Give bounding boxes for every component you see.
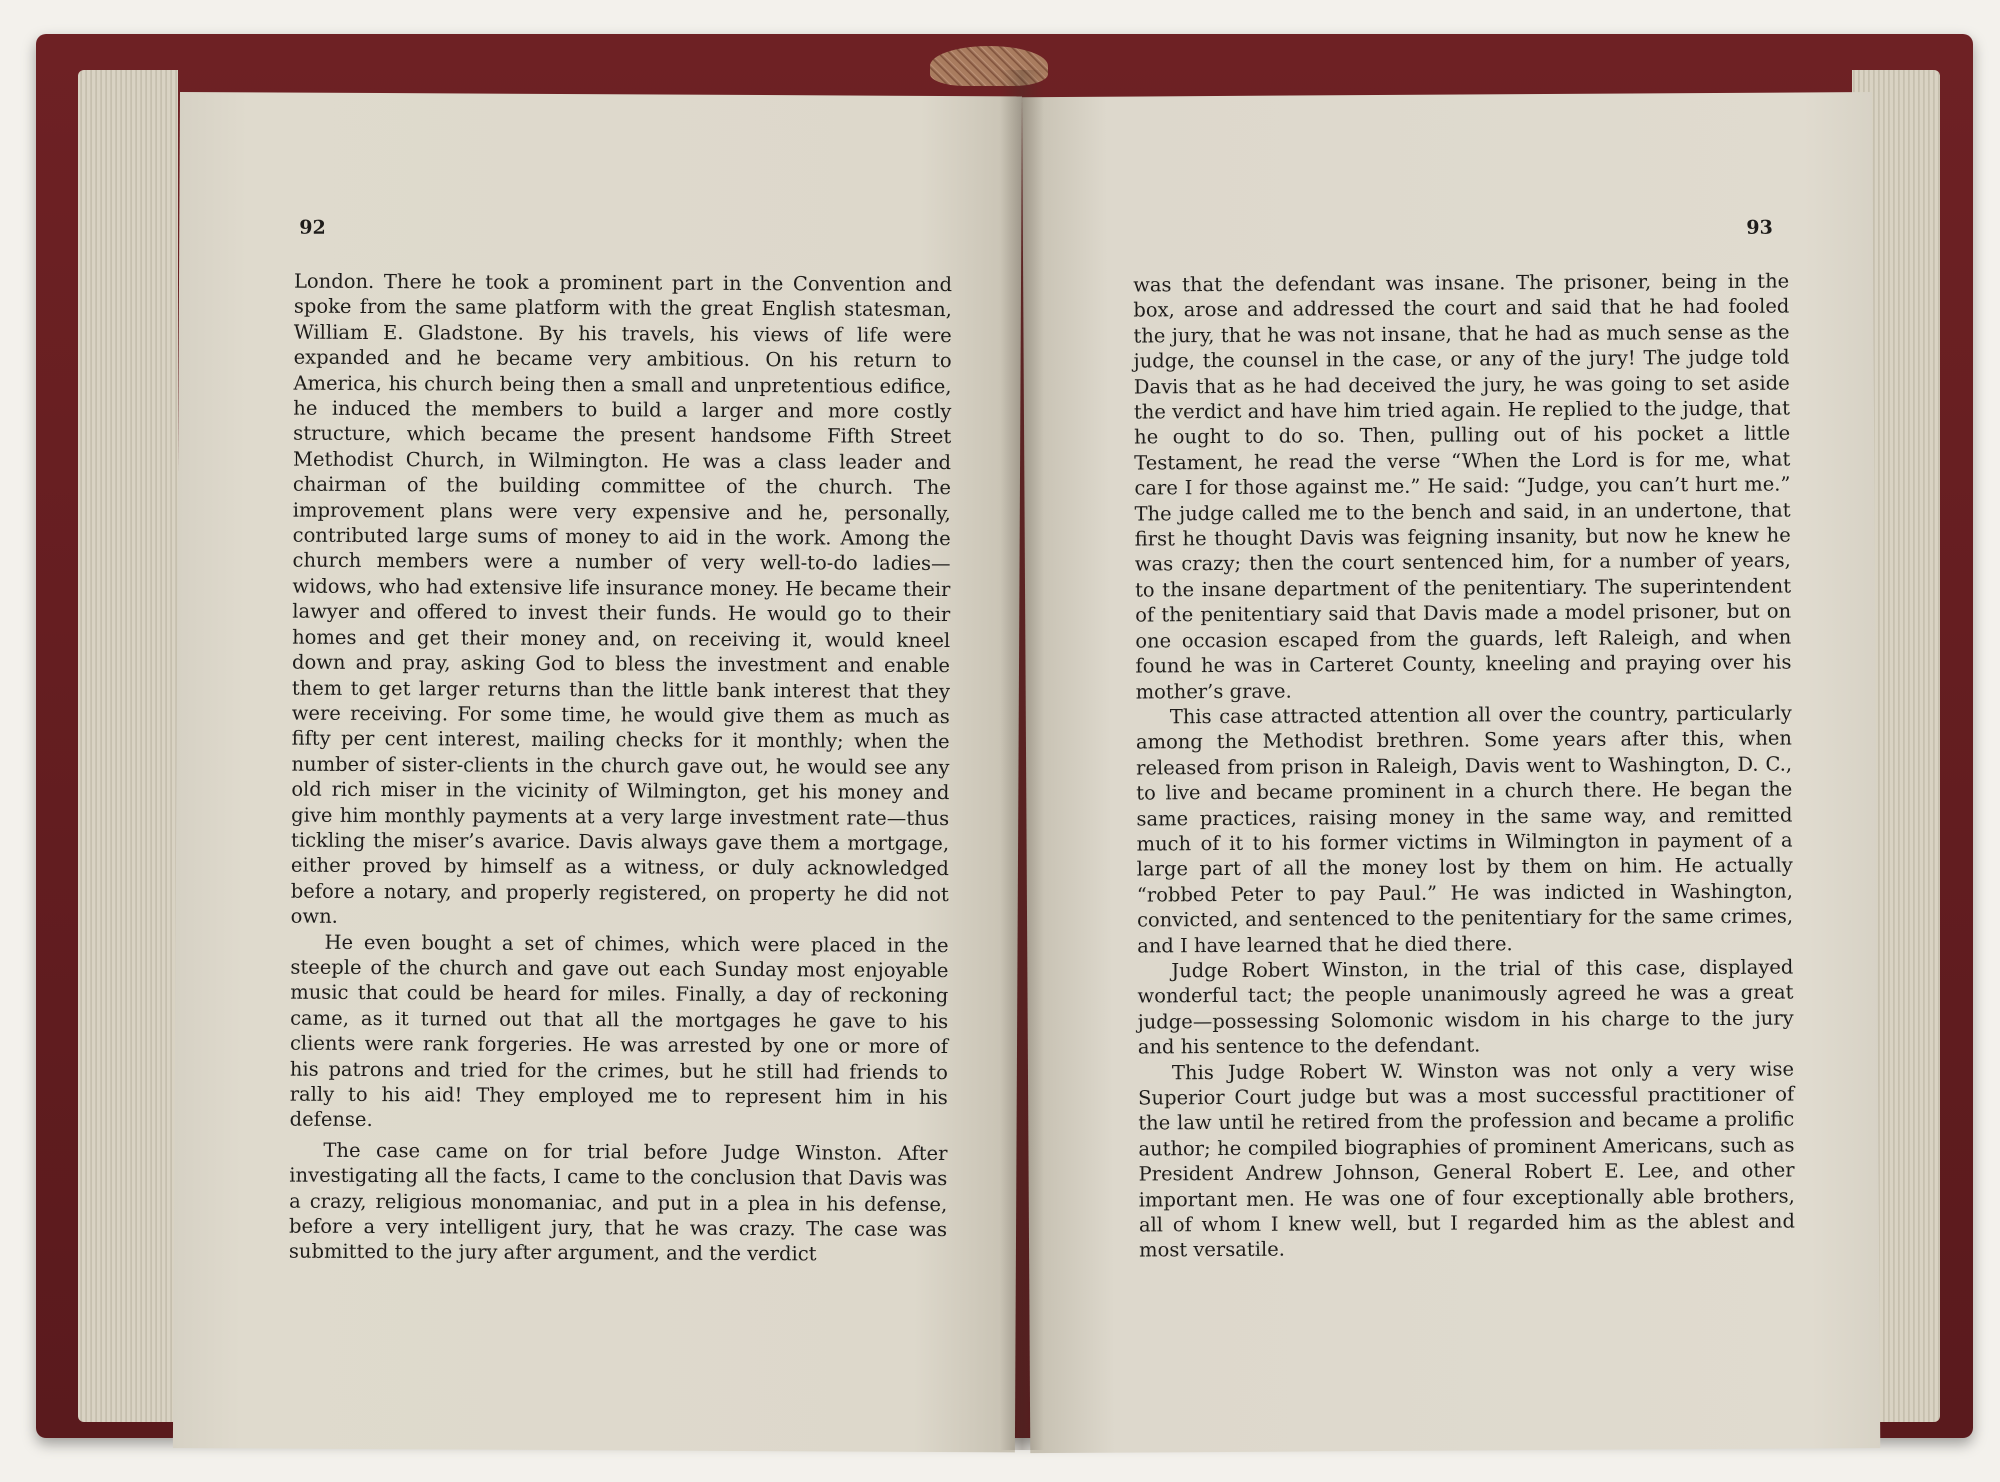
- page-edges-left: [78, 70, 178, 1422]
- paragraph: This case attracted attention all over the country, particularly among the Methodist brethren. Some years after this, when released from prison in Raleigh, Davis went to Washington, D. C., to live and became prominent in a church there. He began the same practices, raising money in the same way, and remitted much of it to his former victims in Wilmington in payment of a large part of all the money lost by them on him. He actually “robbed Peter to pay Paul.” He was indicted in Washington, convicted, and sentenced to the penitentiary for the same crimes, and I have learned that he died there.: [1135, 701, 1794, 958]
- paragraph: He even bought a set of chimes, which were placed in the steeple of the church and gave out each Sunday most enjoyable music that could be heard for miles. Finally, a day of reckoning came, as it turned out that all the mortgages he gave to his clients were rank forgeries. He was arrested by one or more of his patrons and tried for the crimes, but he still had friends to rally to his aid! They employed me to represent him in his defense.: [289, 930, 949, 1132]
- right-page: [1022, 92, 1880, 1453]
- paragraph: The case came on for trial before Judge Winston. After investigating all the facts, I came to the conclusion that Davis was a crazy, religious monomaniac, and put in a plea in his defense, before a very intelligent jury, that he was crazy. The case was submitted to the jury after argument, and the verdict: [288, 1138, 948, 1266]
- paragraph: London. There he took a prominent part in the Convention and spoke from the same platform with the great English statesman, William E. Gladstone. By his travels, his views of life were expanded and he became very ambitious. On his return to America, his church being then a small and unpretentious edifice, he induced the members to build a larger and more costly structure, which became the present handsome Fifth Street Methodist Church, in Wilmington. He was a class leader and chairman of the building committee of the church. The improvement plans were very expensive and he, personally, contributed large sums of money to aid in the work. Among the church members were a number of very well-to-do ladies—widows, who had extensive life insurance money. He became their lawyer and offered to invest their funds. He would go to their homes and get their money and, on receiving it, would kneel down and pray, asking God to bless the investment and enable them to get larger returns than the little bank interest that they were receiving. For some time, he would give them as much as fifty per cent interest, mailing checks for it monthly; when the number of sister-clients in the church gave out, he would see any old rich miser in the vicinity of Wilmington, get his money and give him monthly payments at a very large investment rate—thus tickling the miser’s avarice. Davis always gave them a mortgage, either proved by himself as a witness, or duly acknowledged before a notary, and properly registered, on property he did not own.: [290, 269, 953, 928]
- paragraph: This Judge Robert W. Winston was not only a very wise Superior Court judge but was a most successful practitioner of the law until he retired from the profession and became a prolific author; he compiled biographies of prominent Americans, such as President Andrew Johnson, General Robert E. Lee, and other important men. He was one of four exceptionally able brothers, all of whom I knew well, but I regarded him as the ablest and most versatile.: [1138, 1057, 1795, 1262]
- spine-gutter: [1000, 70, 1044, 1450]
- page-number-left: 92: [299, 216, 326, 239]
- left-page-text: [289, 269, 952, 1268]
- right-page-text: [1133, 269, 1795, 1264]
- page-number-right: 93: [1746, 216, 1773, 239]
- paragraph: Judge Robert Winston, in the trial of this case, displayed wonderful tact; the people unanimously agreed he was a great judge—possessing Solomonic wisdom in his charge to the jury and his sentence to the defendant.: [1137, 955, 1794, 1059]
- left-page: [173, 92, 1022, 1452]
- paragraph: was that the defendant was insane. The prisoner, being in the box, arose and addressed the court and said that he had fooled the jury, that he was not insane, that he had as much sense as the judge, the counsel in the case, or any of the jury! The judge told Davis that as he had deceived the jury, he was going to set aside the verdict and have him tried again. He replied to the judge, that he ought to do so. Then, pulling out of his pocket a little Testament, he read the verse “When the Lord is for me, what care I for those against me.” He said: “Judge, you can’t hurt me.” The judge called me to the bench and said, in an undertone, that first he thought Davis was feigning insanity, but now he knew he was crazy; then the court sentenced him, for a number of years, to the insane department of the penitentiary. The superintendent of the penitentiary said that Davis made a model prisoner, but on one occasion escaped from the guards, left Raleigh, and when found he was in Carteret County, kneeling and praying over his mother’s grave.: [1133, 269, 1792, 704]
